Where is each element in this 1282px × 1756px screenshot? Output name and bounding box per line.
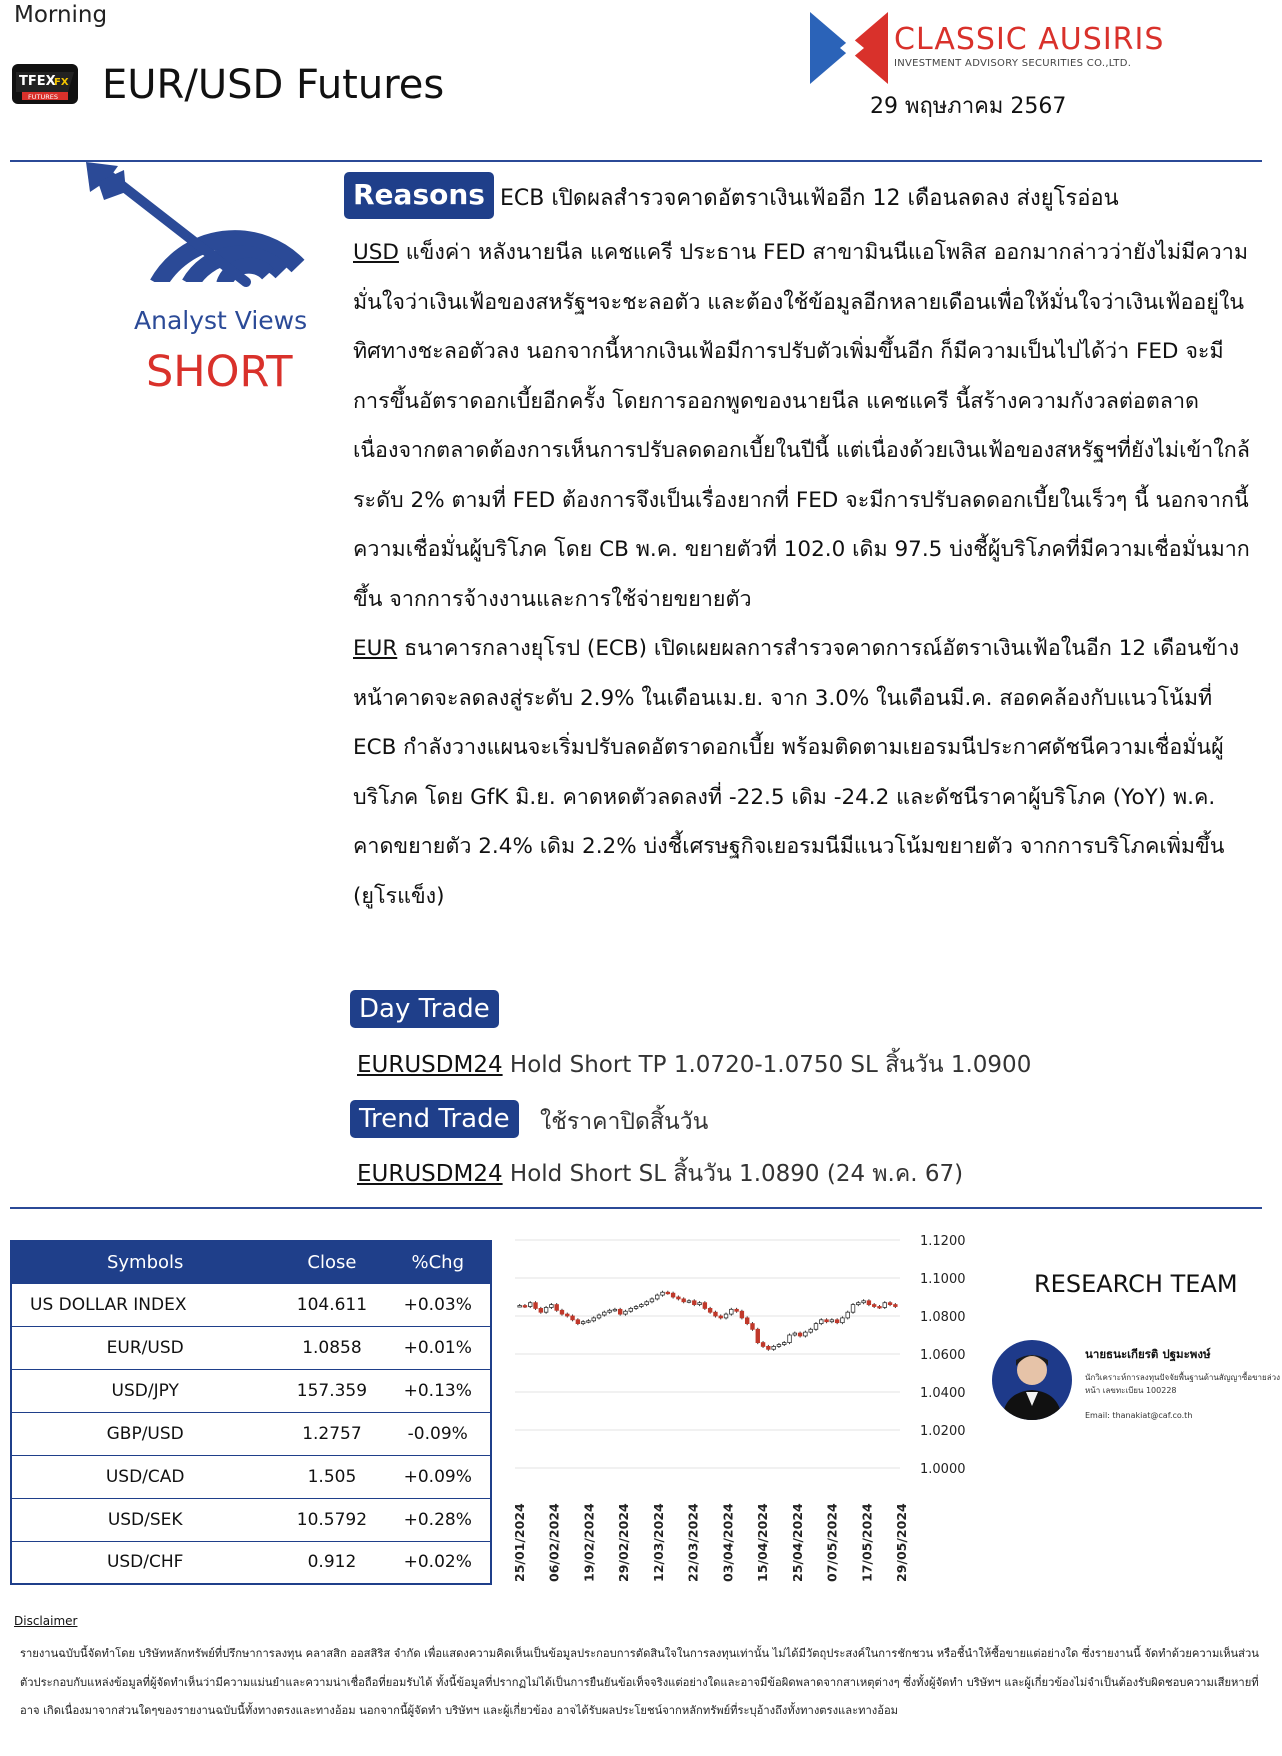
candle-body xyxy=(809,1329,813,1332)
eur-paragraph xyxy=(353,624,1259,921)
y-tick-label: 1.0400 xyxy=(920,1386,965,1401)
candle-body xyxy=(539,1308,543,1312)
eur-text: ธนาคารกลางยุโรป (ECB) เปิดเผยผลการสำรวจคาดการณ์อัตราเงินเฟ้อในอีก 12 เดือนข้างหน้าคาดจะลดลงสู่ระดับ 2.9% ในเดือนเม.ย. จาก 3.0% ในเดือนมี.ค. สอดคล้องกับแนวโน้มที่ ECB กำลังวางแผนจะเริ่มปรับลดอัตราดอกเบี้ย พร้อมติดตามเยอรมนีประกาศดัชนีความเชื่อมั่นผู้บริโภค โดย GfK มิ.ย. คาดหดตัวลดลงที่ -22.5 เดิม -24.2 และดัชนีราคาผู้บริโภค (YoY) พ.ค. คาดขยายตัว 2.4% เดิม 2.2% บ่งชี้เศรษฐกิจเยอรมนีมีแนวโน้มขยายตัว จากการบริโภคเพิ่มขึ้น (ยูโรแข็ง) xyxy=(353,636,1240,909)
row-chg: +0.28% xyxy=(385,1498,491,1541)
table-row xyxy=(11,1412,491,1455)
candle-body xyxy=(655,1295,659,1299)
candle-body xyxy=(571,1316,575,1320)
row-close: 0.912 xyxy=(278,1541,385,1584)
tfex-logo xyxy=(10,62,80,106)
candle-body xyxy=(825,1320,829,1322)
report-date: 29 พฤษภาคม 2567 xyxy=(870,94,1067,119)
trend-trade-note: ใช้ราคาปิดสิ้นวัน xyxy=(540,1109,709,1135)
y-tick-label: 1.0200 xyxy=(920,1424,965,1439)
candle-body xyxy=(793,1333,797,1335)
candle-body xyxy=(878,1307,882,1309)
table-row xyxy=(11,1455,491,1498)
candle-body xyxy=(724,1314,728,1318)
candle-body xyxy=(682,1299,686,1302)
usd-label: USD xyxy=(353,240,399,265)
candle-body xyxy=(629,1308,633,1311)
candle-body xyxy=(708,1308,712,1312)
y-tick-label: 1.0800 xyxy=(920,1310,965,1325)
reasons-body xyxy=(353,228,1259,921)
candle-body xyxy=(677,1297,681,1299)
x-tick-label: 19/02/2024 xyxy=(581,1503,597,1582)
disclaimer-title: Disclaimer xyxy=(14,1614,78,1628)
candle-body xyxy=(846,1312,850,1318)
edition-label: Morning xyxy=(14,2,108,28)
analyst-avatar xyxy=(992,1340,1072,1420)
header-chg: %Chg xyxy=(385,1241,491,1283)
candle-body xyxy=(555,1305,559,1311)
candle-body xyxy=(692,1301,696,1305)
candle-body xyxy=(777,1345,781,1347)
candle-body xyxy=(661,1292,665,1295)
candle-body xyxy=(634,1307,638,1309)
candle-body xyxy=(894,1305,898,1307)
analyst-position: นักวิเคราะห์การลงทุนปัจจัยพื้นฐานด้านสัญญาซื้อขายล่วงหน้า เลขทะเบียน 100228 xyxy=(1085,1373,1281,1395)
candle-body xyxy=(830,1320,834,1322)
x-tick-label: 12/03/2024 xyxy=(650,1503,666,1582)
candle-body xyxy=(872,1305,876,1307)
candle-body xyxy=(772,1346,776,1349)
analyst-email: Email: thanakiat@caf.co.th xyxy=(1085,1411,1193,1420)
row-close: 1.0858 xyxy=(278,1326,385,1369)
table-row xyxy=(11,1541,491,1584)
x-tick-label: 17/05/2024 xyxy=(859,1503,875,1582)
day-trade-line xyxy=(357,1047,1031,1083)
eur-label: EUR xyxy=(353,636,398,661)
candle-body xyxy=(857,1303,861,1305)
candle-body xyxy=(751,1324,755,1330)
candle-body xyxy=(550,1305,554,1308)
candle-body xyxy=(798,1333,802,1336)
x-tick-label: 29/05/2024 xyxy=(894,1503,909,1582)
candle-body xyxy=(523,1306,527,1308)
x-tick-label: 15/04/2024 xyxy=(755,1503,771,1582)
row-symbol: GBP/USD xyxy=(11,1412,278,1455)
table-row xyxy=(11,1369,491,1412)
analyst-view-signal: SHORT xyxy=(146,347,293,397)
row-symbol: USD/CHF xyxy=(11,1541,278,1584)
x-tick-label: 22/03/2024 xyxy=(685,1503,701,1582)
trend-trade-symbol: EURUSDM24 xyxy=(357,1161,503,1187)
x-tick-label: 25/04/2024 xyxy=(789,1503,805,1582)
reasons-headline: ECB เปิดผลสำรวจคาดอัตราเงินเฟ้ออีก 12 เดือนลดลง ส่งยูโรอ่อน xyxy=(500,186,1119,211)
candle-body xyxy=(698,1303,702,1305)
candle-body xyxy=(565,1314,569,1316)
disclaimer-text: รายงานฉบับนี้จัดทำโดย บริษัทหลักทรัพย์ที่ปรึกษาการลงทุน คลาสสิก ออสสิริส จำกัด เพื่อแสดงความคิดเห็นเป็นข้อมูลประกอบการตัดสินใจในการลงทุนเท่านั้น ไม่ได้มีวัตถุประสงค์ในการชักชวน หรือชี้นำให้ซื้อขายแต่อย่างใด ซึ่งรายงานนี้ จัดทำด้วยความเห็นส่วนตัวประกอบกับแหล่งข้อมูลที่ผู้จัดทำเห็นว่ามีความแม่นยำและความน่าเชื่อถือที่ยอมรับได้ ทั้งนี้ข้อมูลที่ปรากฏไม่ได้เป็นการยืนยันข้อเท็จจริงแต่อย่างใดและอาจมีข้อผิดพลาดจากสาเหตุต่างๆ ซึ่งทั้งผู้จัดทำ บริษัทฯ และผู้เกี่ยวข้องไม่จำเป็นต้องรับผิดชอบความเสียหายที่อาจ เกิดเนื่องมาจากส่วนใดๆของรายงานฉบับนี้ทั้งทางตรงและทางอ้อม นอกจากนี้ผู้จัดทำ บริษัทฯ และผู้เกี่ยวข้อง อาจได้รับผลประโยชน์จากหลักทรัพย์ที่ระบุอ้างถึงทั้งทางตรงและทางอ้อม xyxy=(20,1647,1259,1717)
day-trade-text: Hold Short TP 1.0720-1.0750 SL สิ้นวัน 1.0900 xyxy=(502,1052,1032,1078)
candle-body xyxy=(788,1335,792,1343)
candle-body xyxy=(804,1332,808,1336)
middle-divider xyxy=(10,1207,1262,1209)
candle-body xyxy=(745,1318,749,1324)
x-tick-label: 25/01/2024 xyxy=(512,1503,527,1582)
day-trade-tag: Day Trade xyxy=(350,990,499,1028)
row-close: 157.359 xyxy=(278,1369,385,1412)
candle-body xyxy=(819,1320,823,1324)
trend-trade-tag: Trend Trade xyxy=(350,1100,519,1138)
candle-body xyxy=(883,1303,887,1308)
row-symbol: US DOLLAR INDEX xyxy=(11,1283,278,1326)
y-tick-label: 1.0000 xyxy=(920,1462,965,1477)
candle-body xyxy=(576,1320,580,1324)
candle-body xyxy=(814,1324,818,1330)
candle-body xyxy=(518,1306,522,1308)
row-symbol: USD/JPY xyxy=(11,1369,278,1412)
candle-body xyxy=(603,1312,607,1315)
header-symbols: Symbols xyxy=(11,1241,278,1283)
row-chg: +0.03% xyxy=(385,1283,491,1326)
row-symbol: USD/SEK xyxy=(11,1498,278,1541)
candle-body xyxy=(624,1311,628,1314)
row-close: 10.5792 xyxy=(278,1498,385,1541)
candle-body xyxy=(835,1320,839,1323)
candle-body xyxy=(650,1299,654,1302)
candle-body xyxy=(687,1301,691,1303)
market-table xyxy=(10,1240,492,1585)
candle-body xyxy=(761,1343,765,1347)
row-chg: +0.13% xyxy=(385,1369,491,1412)
table-row xyxy=(11,1283,491,1326)
candle-body xyxy=(851,1305,855,1313)
row-chg: +0.01% xyxy=(385,1326,491,1369)
candle-body xyxy=(862,1301,866,1303)
candle-body xyxy=(671,1293,675,1297)
x-tick-label: 06/02/2024 xyxy=(546,1503,562,1582)
row-chg: -0.09% xyxy=(385,1412,491,1455)
svg-text:FX: FX xyxy=(54,77,69,88)
candle-body xyxy=(756,1329,760,1342)
candle-body xyxy=(618,1309,622,1314)
x-tick-label: 29/02/2024 xyxy=(616,1503,632,1582)
candle-body xyxy=(767,1346,771,1349)
usd-paragraph xyxy=(353,228,1259,624)
target-arrow-icon xyxy=(86,162,306,322)
table-row xyxy=(11,1326,491,1369)
reasons-tag: Reasons xyxy=(344,172,494,219)
candle-body xyxy=(544,1307,548,1312)
candle-body xyxy=(888,1303,892,1305)
candle-body xyxy=(560,1310,564,1314)
row-symbol: USD/CAD xyxy=(11,1455,278,1498)
candle-body xyxy=(719,1316,723,1318)
row-chg: +0.02% xyxy=(385,1541,491,1584)
candle-body xyxy=(730,1309,734,1314)
svg-text:FUTURES: FUTURES xyxy=(28,93,58,101)
candle-body xyxy=(666,1292,670,1294)
firm-name: CLASSIC AUSIRIS xyxy=(894,22,1165,57)
eurusd-price-chart xyxy=(505,1230,965,1590)
candle-body xyxy=(841,1318,845,1323)
candle-body xyxy=(714,1312,718,1316)
candle-body xyxy=(645,1302,649,1305)
trend-trade-text: Hold Short SL สิ้นวัน 1.0890 (24 พ.ค. 67) xyxy=(502,1161,964,1187)
firm-logo xyxy=(810,10,888,86)
row-close: 104.611 xyxy=(278,1283,385,1326)
y-tick-label: 1.1000 xyxy=(920,1272,965,1287)
day-trade-symbol: EURUSDM24 xyxy=(357,1052,503,1078)
candle-body xyxy=(581,1322,585,1324)
analyst-name: นายธนะเกียรติ ปฐมะพงษ์ xyxy=(1085,1347,1211,1361)
table-header-row xyxy=(11,1241,491,1283)
candle-body xyxy=(867,1301,871,1305)
trend-trade-line xyxy=(357,1156,963,1192)
row-close: 1.2757 xyxy=(278,1412,385,1455)
y-tick-label: 1.0600 xyxy=(920,1348,965,1363)
svg-text:TFEX: TFEX xyxy=(19,74,56,89)
row-chg: +0.09% xyxy=(385,1455,491,1498)
header-close: Close xyxy=(278,1241,385,1283)
x-tick-label: 07/05/2024 xyxy=(824,1503,840,1582)
candle-body xyxy=(740,1311,744,1318)
analyst-views-label: Analyst Views xyxy=(134,306,308,335)
candle-body xyxy=(608,1310,612,1312)
research-team-title: RESEARCH TEAM xyxy=(1034,1270,1238,1298)
candle-body xyxy=(735,1309,739,1311)
candle-body xyxy=(640,1305,644,1307)
candle-body xyxy=(534,1303,538,1309)
candle-body xyxy=(782,1343,786,1345)
x-tick-label: 03/04/2024 xyxy=(720,1503,736,1582)
table-row xyxy=(11,1498,491,1541)
candle-body xyxy=(592,1318,596,1321)
y-tick-label: 1.1200 xyxy=(920,1234,965,1249)
usd-text: แข็งค่า หลังนายนีล แคชแครี ประธาน FED สาขามินนีแอโพลิส ออกมากล่าวว่ายังไม่มีความมั่นใจว่าเงินเฟ้อของสหรัฐฯจะชะลอตัว และต้องใช้ข้อมูลอีกหลายเดือนเพื่อให้มั่นใจว่าเงินเฟ้ออยู่ในทิศทางชะลอตัวลง นอกจากนี้หากเงินเฟ้อมีการปรับตัวเพิ่มขึ้นอีก ก็มีความเป็นไปได้ว่า FED จะมีการขึ้นอัตราดอกเบี้ยอีกครั้ง โดยการออกพูดของนายนีล แคชแครี นี้สร้างความกังวลต่อตลาดเนื่องจากตลาดต้องการเห็นการปรับลดดอกเบี้ยในปีนี้ แต่เนื่องด้วยเงินเฟ้อของสหรัฐฯที่ยังไม่เข้าใกล้ระดับ 2% ตามที่ FED ต้องการจึงเป็นเรื่องยากที่ FED จะมีการปรับลดดอกเบี้ยในเร็วๆ นี้ นอกจากนี้ความเชื่อมั่นผู้บริโภค โดย CB พ.ค. ขยายตัวที่ 102.0 เดิม 97.5 บ่งชี้ผู้บริโภคที่มีความเชื่อมั่นมากขึ้น จากการจ้างงานและการใช้จ่ายขยายตัว xyxy=(353,240,1250,612)
page-title: EUR/USD Futures xyxy=(102,62,445,108)
candle-body xyxy=(613,1309,617,1311)
candle-body xyxy=(703,1303,707,1309)
candle-body xyxy=(587,1321,591,1323)
candle-body xyxy=(597,1315,601,1318)
row-symbol: EUR/USD xyxy=(11,1326,278,1369)
row-close: 1.505 xyxy=(278,1455,385,1498)
candle-body xyxy=(528,1303,532,1307)
firm-subtitle: INVESTMENT ADVISORY SECURITIES CO.,LTD. xyxy=(894,58,1132,69)
